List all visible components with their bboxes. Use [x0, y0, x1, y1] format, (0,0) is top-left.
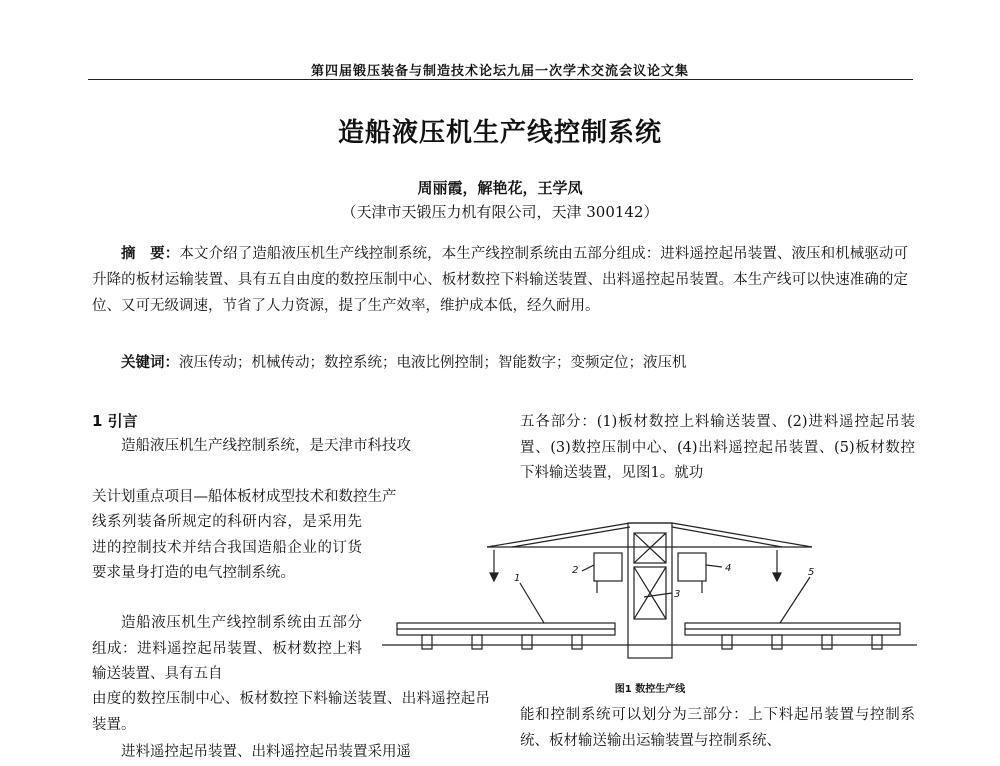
callout-5: 5: [808, 567, 815, 578]
paragraph-3: 进料遥控起吊装置、出料遥控起吊装置采用遥: [121, 744, 411, 760]
paragraph-2-continued: 由度的数控压制中心、板材数控下料输送装置、出料遥控起吊装置。: [92, 691, 490, 733]
right-paragraph-1: 五各部分：(1)板材数控上料输送装置、(2)进料遥控起吊装置、(3)数控压制中心、(4)出料遥控起吊装置、(5)板材数控下料输送装置，见图1。就功: [520, 414, 915, 481]
callout-2: 2: [572, 565, 579, 576]
left-carriage: [594, 553, 622, 581]
abstract-label: 摘 要：: [121, 246, 180, 262]
right-carriage: [678, 553, 706, 581]
hoist-hook-left: [490, 573, 498, 581]
paragraph-2: 造船液压机生产线控制系统由五部分组成：进料遥控起吊装置、板材数控上料输送装置、具有五自: [92, 615, 362, 682]
figure-caption: 图1 数控生产线: [614, 684, 686, 695]
abstract-text: 本文介绍了造船液压机生产线控制系统，本生产线控制系统由五部分组成：进料遥控起吊装置、液压和机械驱动可升降的板材运输装置、具有五自由度的数控压制中心、板材数控下料输送装置、出料遥控起吊装置。本生产线可以快速准确的定位、又可无级调速，节省了人力资源，提了生产效率，维护成本低，经久耐用。: [92, 246, 909, 314]
header-rule: [88, 79, 913, 80]
production-line-figure: [382, 505, 917, 675]
running-header: 第四届锻压装备与制造技术论坛九届一次学术交流会议论文集: [310, 64, 689, 79]
paragraph-1-rest: 线系列装备所规定的科研内容，是采用先进的控制技术并结合我国造船企业的订货要求量身打造的电气控制系统。: [92, 514, 362, 581]
paragraph-1-line-2: 关计划重点项目—船体板材成型技术和数控生产: [92, 489, 397, 505]
callout-1: 1: [514, 573, 521, 584]
hoist-hook-right: [773, 573, 781, 581]
section-heading: 1 引言: [92, 412, 138, 430]
paragraph-1-line-1: 造船液压机生产线控制系统，是天津市科技攻: [121, 438, 411, 454]
paper-authors: 周丽霞，解艳花，王学凤: [417, 179, 583, 197]
paper-title: 造船液压机生产线控制系统: [337, 118, 662, 148]
keywords-text: 液压传动；机械传动；数控系统；电液比例控制；智能数字；变频定位；液压机: [179, 355, 687, 371]
callout-3: 3: [674, 589, 681, 600]
crane-arm-right: [672, 523, 812, 547]
callout-4: 4: [725, 563, 732, 574]
keywords: [92, 350, 908, 376]
keywords-label: 关键词：: [121, 355, 179, 371]
crane-arm-left: [487, 523, 630, 547]
abstract: [92, 241, 908, 319]
right-paragraph-2: 能和控制系统可以划分为三部分：上下料起吊装置与控制系统、板材输送输出运输装置与控制系统、: [520, 707, 915, 749]
paper-affiliation: （天津市天锻压力机有限公司，天津 300142）: [341, 203, 659, 221]
